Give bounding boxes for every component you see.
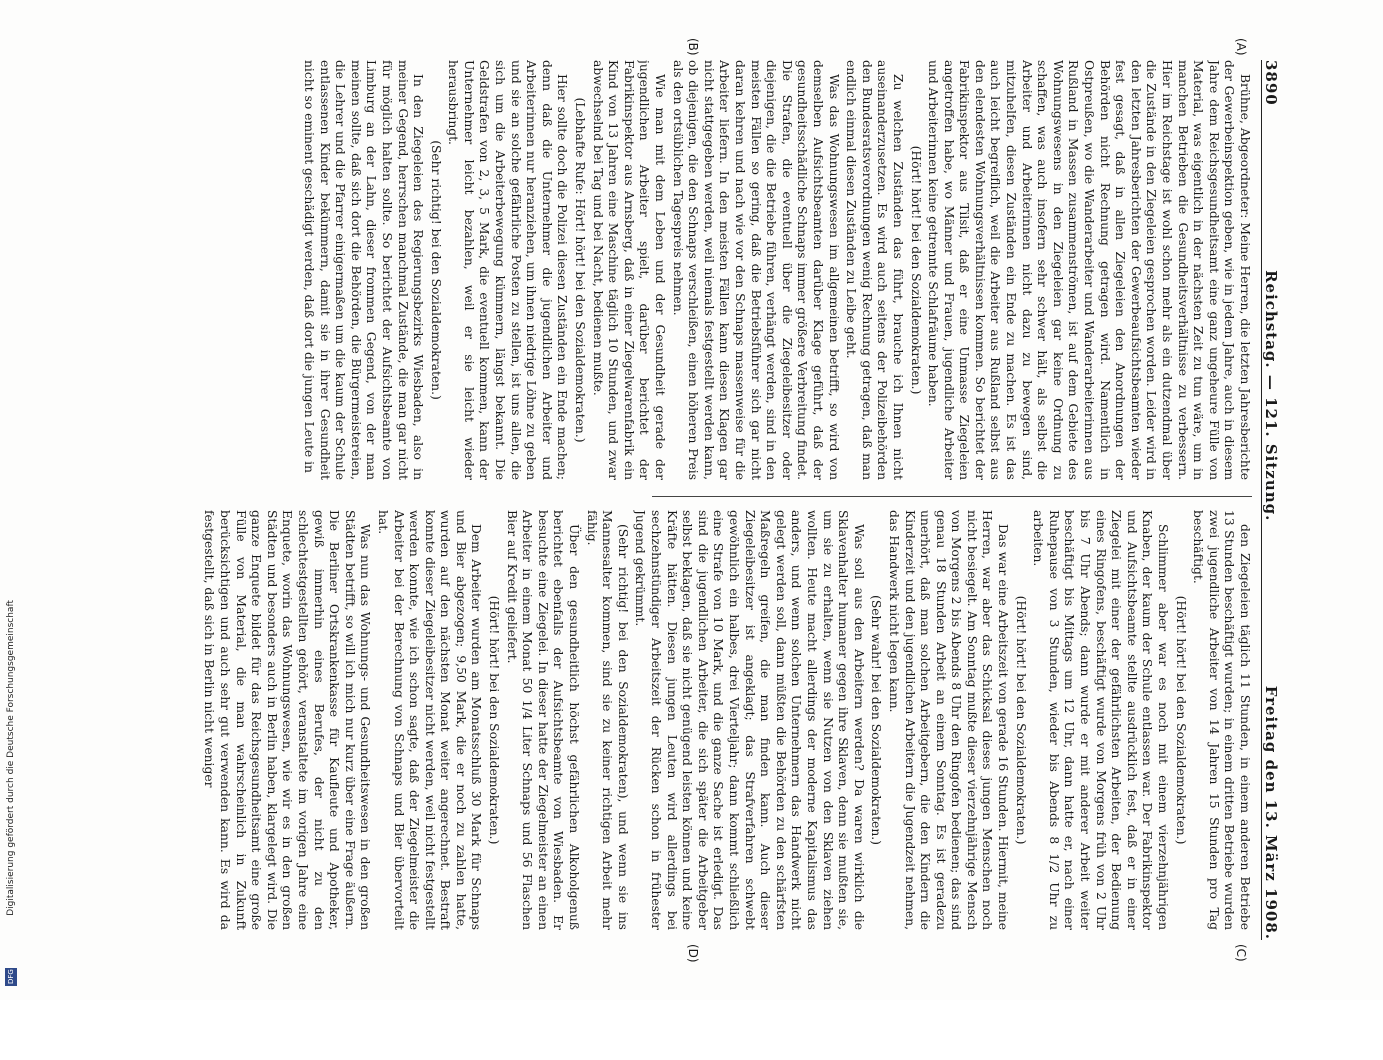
margin-marker-b: (B) (686, 38, 700, 56)
paragraph: den Ziegeleien täglich 11 Stunden, in einem anderen Betriebe 13 Stunden beschäftigt wurden; in einem dritten Betriebe wurden zwei jugendliche Arbeiter von 14 Jahren 15 Stunden pro Tag beschäftigt. (1191, 510, 1252, 930)
left-column (52, 60, 1252, 480)
right-column (52, 510, 1252, 930)
margin-marker-a: (A) (1234, 38, 1248, 56)
rotated-page-content (0, 38, 1300, 1060)
paragraph: Das war eine Arbeitszeit von gerade 16 Stunden. Hiermit, meine Herren, war aber das Schicksal dieses jungen Menschen noch nicht besiegelt. Am Sonntag mußte dieser vierzehnjährige Mensch von Morgens 2 bis Abends 8 Uhr den Ringofen bedienen; das sind genau 18 Stunden Arbeit an einem Sonntag. Es ist geradezu unerhört, daß man solchen Arbeitgebern, die den Kindern die Kinderzeit und den jugendlichen Arbeitern die Jugendzeit nehmen, das Handwerk nicht legen kann. (886, 510, 1011, 930)
interjection: (Hört! hört! bei den Sozialdemokraten.) (487, 595, 502, 845)
paragraph: In den Ziegeleien des Regierungsbezirks Wiesbaden, also in meiner Gegend, herrschen manchmal Zustände, die man gar nicht für möglich halten sollte. So berichtet der Aufsichtsbeamte von Limburg an der Lahn, dieser frommen Gegend, von der man meinen sollte, daß sich dort die Behörden, die Bürgermeistereien, die Lehrer und die Pfarrer einigermaßen um die kaum der Schule entlassenen Kinder bekümmern, damit sie in ihrer Gesundheit nicht so eminent geschädigt werden, daß dort die jungen Leute in (301, 60, 426, 480)
paragraph: (Sehr richtig! bei den Sozialdemokraten), und wenn sie ins Mannesalter kommen, sind sie zu keiner richtigen Arbeit mehr fähig. (584, 510, 630, 930)
paragraph: Was das Wohnungswesen im allgemeinen betrifft, so wird von demselben Aufsichtsbeamten darüber Klage geführt, daß der gesundheitsschädliche Schnaps immer größere Verbreitung findet. Die Strafen, die eventuell über die Ziegeleibesitzer oder diejenigen, die die Betriebe führen, verhängt werden, sind in den meisten Fällen so gering, daß die Betriebsführer sich gar nicht daran kehren und nach wie vor den Schnaps massenweise für die Arbeiter liefern. In den meisten Fällen kann diesen Klagen gar nicht stattgegeben werden, weil niemals festgestellt werden kann, ob diejenigen, die den Schnaps verschleißen, einen höheren Preis als den ortsüblichen Tagespreis nehmen. (670, 60, 841, 480)
margin-marker-c: (C) (1234, 944, 1248, 962)
paragraph: Schlimmer aber war es noch mit einem vierzehnjährigen Knaben, der kaum der Schule entlassen war. Der Fabrikinspektor und Aufsichtsbeamte stellte ausdrücklich fest, daß er in einer Ziegelei mit einer der gefährlichsten Arbeiten, der Bedienung eines Ringofens, beschäftigt wurde von Morgens früh von 2 Uhr bis 7 Uhr Abends; dann wurde er mit anderer Arbeit weiter beschäftigt bis Mittags um 12 Uhr, dann hatte er, nach einer Ruhepause von 3 Stunden, wieder bis Abends 8 1/2 Uhr zu arbeiten. (1031, 510, 1171, 930)
paragraph: Wie man mit dem Leben und der Gesundheit gerade der jugendlichen Arbeiter spielt, darüber berichtet der Fabrikinspektor aus Arnsberg, daß in einer Ziegelwarenfabrik ein Kind von 13 Jahren eine Maschine täglich 10 Stunden, und zwar abwechselnd bei Tag und bei Nacht, bedienen mußte. (590, 60, 668, 480)
paragraph: Über den gesundheitlich höchst gefährlichen Alkoholgenuß berichtet ebenfalls der Aufsichtsbeamte von Wiesbaden. Er besuchte eine Ziegelei. In dieser hatte der Ziegelmeister an einen Arbeiter in einem Monat 50 1/4 Liter Schnaps und 56 Flaschen Bier auf Kredit geliefert. (504, 510, 582, 930)
interjection: (Sehr richtig! bei den Sozialdemokraten.) (428, 140, 443, 400)
dfg-logo: DFG (7, 969, 15, 985)
page-number: 3890 (1262, 60, 1280, 106)
margin-marker-d: (D) (686, 944, 700, 963)
interjection: (Hört! hört! bei den Sozialdemokraten.) (1173, 595, 1188, 845)
paragraph: Brühne, Abgeordneter: Meine Herren, die letzten Jahresberichte der Gewerbeinspektion geben, wie in jedem Jahre, auch in diesem Jahre dem Reichsgesundheitsamt eine ganz ungeheure Fülle von Material, was eigentlich in der nächsten Zeit zu tun wäre, um in manchen Betrieben die Gesundheitsverhältnisse zu verbessern. Hier im Reichstage ist wohl schon mehr als ein dutzendmal über die Zustände in den Ziegeleien gesprochen worden. Leider wird in den letzten Jahresberichten der Gewerbeaufsichtsbeamten wieder fest gesagt, daß in allen Ziegeleien den Anordnungen der Behörden nicht Rechnung getragen wird. Namentlich in Ostpreußen, wo die Wanderarbeiter und Wanderarbeiterinnen aus Rußland in Massen zusammenströmen, ist auf dem Gebiete des Wohnungswesens in den Ziegeleien gar keine Ordnung zu schaffen, was auch insofern sehr schwer hält, als selbst die Arbeiter und Arbeiterinnen nicht dazu zu bewegen sind, mitzuhelfen, diesen Zuständen ein Ende zu machen. Es ist das auch leicht begreiflich, weil die Arbeiter aus Rußland selbst aus den elendesten Wohnungsverhältnissen kommen. So berichtet der Fabrikinspektor aus Tilsit, daß er eine Unmasse Ziegeleien angetroffen habe, wo Männer und Frauen, jugendliche Arbeiter und Arbeiterinnen keine getrennte Schlafräume haben. (926, 60, 1252, 480)
paragraph: Zu welchen Zuständen das führt, brauche ich Ihnen nicht auseinanderzusetzen. Es wird auch seitens der Polizeibehörden den Bundesratsverordnungen wenig Rechnung getragen, daß man endlich einmal diesen Zuständen zu Leibe geht. (844, 60, 905, 480)
column-divider (652, 496, 1252, 497)
paragraph: Was soll aus den Arbeitern werden? Da waren wirklich die Sklavenhalter humaner gegen ihre Sklaven, denn sie mußten sie, um sie zu erhalten, wenn sie Nutzen von den Sklaven ziehen wollten. Heute macht allerdings der moderne Kapitalismus das anders, und wenn solchen Unternehmern das Handwerk nicht gelegt werden soll, dann müßten die Behörden zu den schärfsten Maßregeln greifen, die man finden kann. Auch dieser Ziegeleibesitzer ist angeklagt; das Strafverfahren schwebt gewöhnlich ein halbes, drei Vierteljahr; dann kommt schließlich eine Strafe von 10 Mark, und die ganze Sache ist erledigt. Das sind die jugendlichen Arbeiter, die sich später die Arbeitgeber selbst beklagen, daß sie nicht genügend leisten können und keine Kräfte hätten. Diesen jungen Leuten wird allerdings bei sechzehnstündiger Arbeitszeit der Rücken schon in frühester Jugend gekrümmt. (633, 510, 866, 930)
session-date: Freitag den 13. März 1908. (1262, 685, 1280, 940)
paragraph: Dem Arbeiter wurden am Monatsschluß 30 Mark für Schnaps und Bier abgezogen; 9,50 Mark, die er noch zu zahlen hatte, wurden auf den nächsten Monat weiter angerechnet. Bestraft konnte dieser Ziegeleibesitzer nicht werden, weil nicht festgestellt werden konnte, wie ich schon sagte, daß der Ziegelmeister die Arbeiter bei der Berechnung von Schnaps und Bier übervorteilt hat. (375, 510, 484, 930)
paragraph: Hier sollte doch die Polizei diesen Zuständen ein Ende machen; denn daß die Unternehmer die jugendlichen Arbeiter und Arbeiterinnen nur heranziehen, um ihnen niedrige Löhne zu geben und sie an solche gefährliche Posten zu stellen, ist uns allen, die sich um die Arbeiterbewegung kümmern, längst bekannt. Die Geldstrafen von 2, 3, 5 Mark, die eventuell kommen, kann der Unternehmer leicht bezahlen, weil er sie leicht wieder herausbringt. (446, 60, 570, 480)
interjection: (Hört! hört! bei den Sozialdemokraten.) (908, 145, 923, 395)
paragraph: Was nun das Wohnungs- und Gesundheitswesen in den großen Städten betrifft, so will ich mich nur kurz über eine Frage äußern. Die Berliner Ortskrankenkasse für Kaufleute und Apotheker, gewiß immerhin eines Berufes, der nicht zu den schlechtestgestellten gehört, veranstaltete im vorigen Jahre eine Enquete, worin das Wohnungswesen, wie wir es in den großen Städten und besonders auch in Berlin haben, klargelegt wird. Die ganze Enquete bildet für das Reichsgesundheitsamt eine große Fülle von Material, die man wahrscheinlich in Zukunft berücksichtigen und auch sehr gut verwenden kann. Es wird da festgestellt, daß sich in Berlin nicht weniger (202, 510, 373, 930)
session-title: Reichstag. — 121. Sitzung. (1262, 270, 1280, 522)
interjection: (Hört! hört! bei den Sozialdemokraten.) (1013, 595, 1028, 845)
interjection: (Sehr wahr! bei den Sozialdemokraten.) (869, 595, 884, 845)
interjection: (Lebhafte Rufe: Hört! hört! bei den Sozialdemokraten.) (573, 97, 588, 443)
digitization-credit: Digitalisierung gefördert durch die Deutsche Forschungsgemeinschaft (6, 600, 16, 916)
page-header (1261, 60, 1300, 940)
